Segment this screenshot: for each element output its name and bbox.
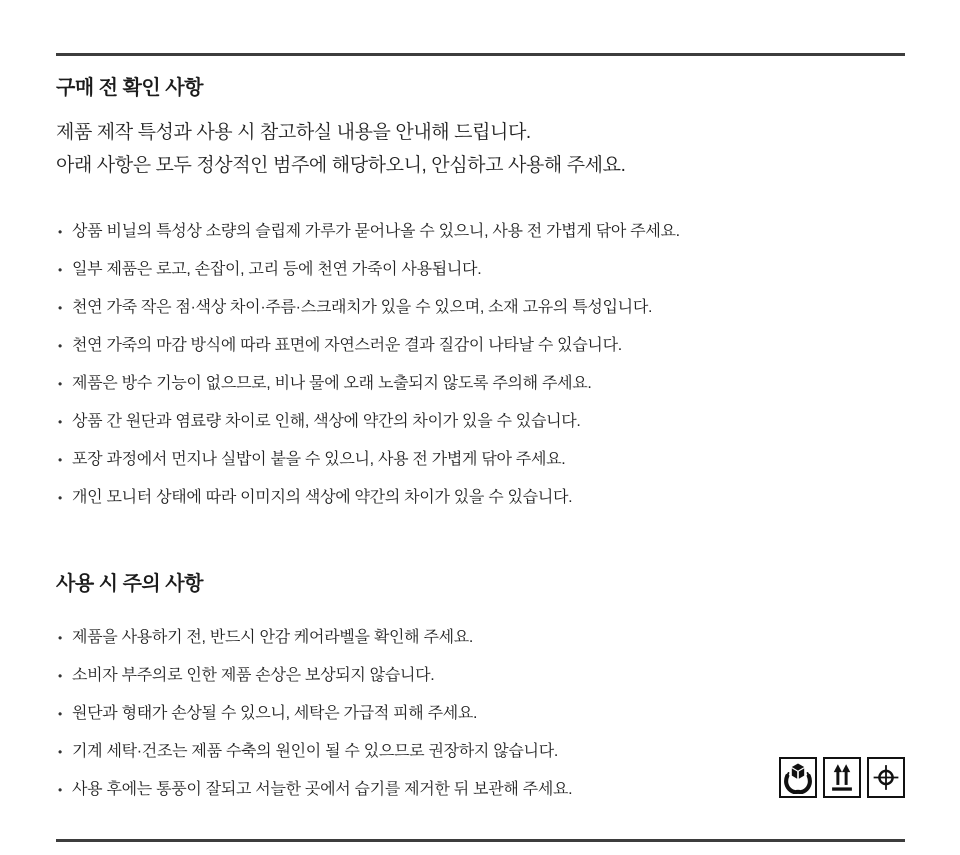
bullet-marker: • — [58, 491, 62, 505]
usage-caution-list — [56, 626, 866, 802]
before-purchase-list — [56, 220, 866, 510]
bullet-marker: • — [58, 339, 62, 353]
bullet-marker: • — [58, 453, 62, 467]
list-item-text: 상품 간 원단과 염료량 차이로 인해, 색상에 약간의 차이가 있을 수 있습니다. — [72, 413, 581, 430]
section-title-usage-caution: 사용 시 주의 사항 — [56, 573, 203, 595]
list-item — [56, 372, 866, 396]
list-item-text: 사용 후에는 통풍이 잘되고 서늘한 곳에서 습기를 제거한 뒤 보관해 주세요. — [72, 781, 573, 798]
bullet-marker: • — [58, 301, 62, 315]
bullet-marker: • — [58, 631, 62, 645]
list-item-text: 상품 비닐의 특성상 소량의 슬립제 가루가 묻어나올 수 있으니, 사용 전 가볍게 닦아 주세요. — [72, 223, 680, 240]
intro-line-1: 제품 제작 특성과 사용 시 참고하실 내용을 안내해 드립니다. — [56, 122, 531, 143]
bullet-marker: • — [58, 745, 62, 759]
list-item-text: 천연 가죽의 마감 방식에 따라 표면에 자연스러운 결과 질감이 나타날 수 있습니다. — [72, 337, 622, 354]
list-item — [56, 410, 866, 434]
notice-content — [56, 56, 866, 802]
list-item-text: 원단과 형태가 손상될 수 있으니, 세탁은 가급적 피해 주세요. — [72, 705, 478, 722]
list-item-text: 기계 세탁·건조는 제품 수축의 원인이 될 수 있으므로 권장하지 않습니다. — [72, 743, 559, 760]
list-item-text: 개인 모니터 상태에 따라 이미지의 색상에 약간의 차이가 있을 수 있습니다. — [72, 489, 573, 506]
bullet-marker: • — [58, 707, 62, 721]
list-item — [56, 334, 866, 358]
list-item-text: 천연 가죽 작은 점·색상 차이·주름·스크래치가 있을 수 있으며, 소재 고유의 특성입니다. — [72, 299, 653, 316]
list-item — [56, 220, 866, 244]
this-way-up-icon — [823, 757, 861, 798]
center-of-gravity-icon — [867, 757, 905, 798]
intro-line-2: 아래 사항은 모두 정상적인 범주에 해당하오니, 안심하고 사용해 주세요. — [56, 155, 626, 176]
list-item — [56, 778, 866, 802]
bullet-marker: • — [58, 415, 62, 429]
list-item — [56, 448, 866, 472]
list-item — [56, 702, 866, 726]
list-item-text: 제품을 사용하기 전, 반드시 안감 케어라벨을 확인해 주세요. — [72, 629, 474, 646]
divider-bottom — [56, 839, 905, 842]
care-symbols-row — [779, 757, 905, 798]
list-item — [56, 486, 866, 510]
bullet-marker: • — [58, 225, 62, 239]
list-item — [56, 296, 866, 320]
section-title-before-purchase: 구매 전 확인 사항 — [56, 77, 203, 99]
bullet-marker: • — [58, 263, 62, 277]
bullet-marker: • — [58, 377, 62, 391]
list-item — [56, 258, 866, 282]
list-item-text: 일부 제품은 로고, 손잡이, 고리 등에 천연 가죽이 사용됩니다. — [72, 261, 482, 278]
list-item-text: 포장 과정에서 먼지나 실밥이 붙을 수 있으니, 사용 전 가볍게 닦아 주세요. — [72, 451, 566, 468]
handle-with-care-icon — [779, 757, 817, 798]
list-item-text: 제품은 방수 기능이 없으므로, 비나 물에 오래 노출되지 않도록 주의해 주세요. — [72, 375, 592, 392]
list-item — [56, 740, 866, 764]
list-item — [56, 626, 866, 650]
list-item — [56, 664, 866, 688]
bullet-marker: • — [58, 783, 62, 797]
list-item-text: 소비자 부주의로 인한 제품 손상은 보상되지 않습니다. — [72, 667, 435, 684]
bullet-marker: • — [58, 669, 62, 683]
intro-paragraph — [56, 116, 866, 182]
